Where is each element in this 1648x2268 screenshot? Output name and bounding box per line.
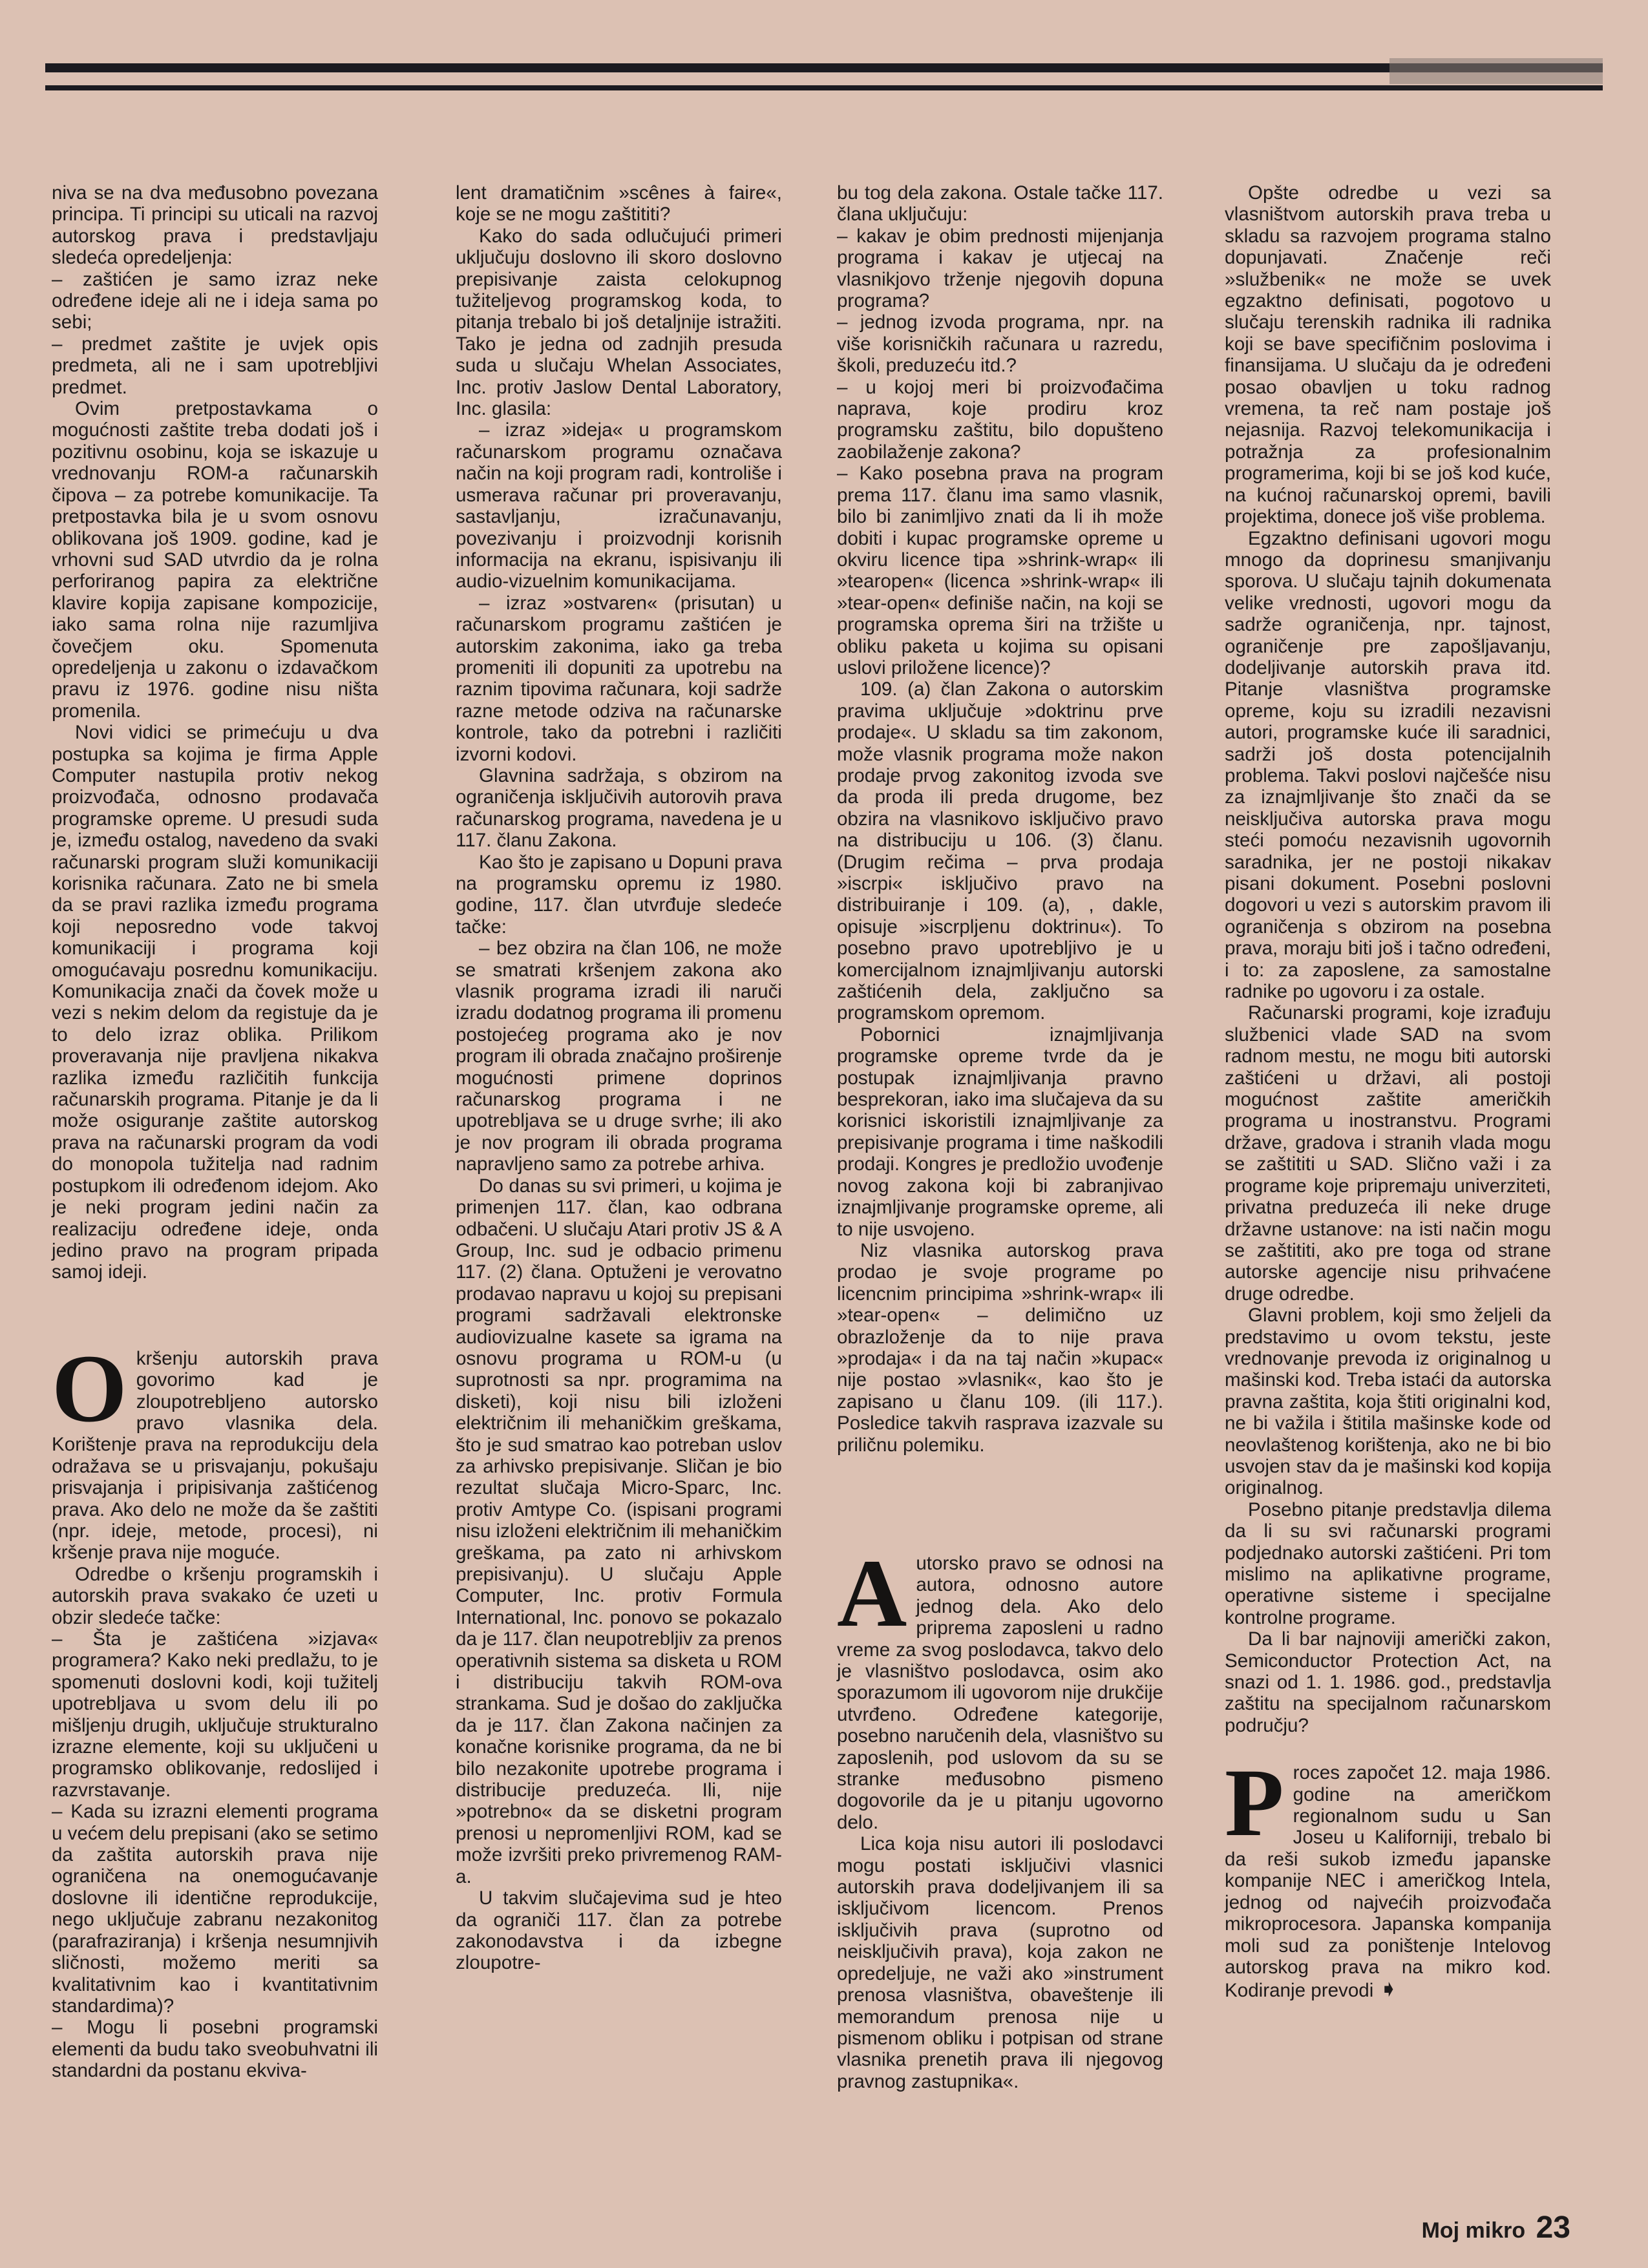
- paragraph: – Kako posebna prava na program prema 117. članu ima samo vlasnik, bilo bi zanimljivo znati da li ih može dobiti i kupac programske opreme u okviru licence tipa »shrink-wrap« ili »tearopen« (licenca »shrink-wrap« ili »tear-open« definiše način, na koji se programska oprema širi na tržište u obliku paketa u kojima su opisani uslovi priložene licence)?: [837, 463, 1163, 678]
- paragraph: – Kada su izrazni elementi programa u većem delu prepisani (ako se setimo da zaštita autorskih prava nije ograničena na onemogućavanje doslovne ili identične reprodukcije, nego uključuje zabranu nezakonitog (parafraziranja) i kršenja nesumnjivih sličnosti, možemo meriti sa kvalitativnim kao i kvantitativnim standardima)?: [52, 1801, 378, 2017]
- paragraph: Opšte odredbe u vezi sa vlasništvom autorskih prava treba u skladu sa razvojem programa stalno dopunjavati. Značenje reči »službenik« ne može se uvek egzaktno definisati, pogotovo u slučaju terenskih radnika ili radnika koji se bave specifičnim poslovima i finansijama. U slučaju da je određeni posao obavljen u toku radnog vremena, ta reč nam postaje još nejasnija. Razvoj telekomunikacija i potražnja za profesionalnim programerima, koji bi se još kod kuće, na kućnoj računarskoj opremi, bavili projektima, donece još više problema.: [1225, 182, 1551, 528]
- paragraph: Novi vidici se primećuju u dva postupka sa kojima je firma Apple Computer nastupila protiv nekog proizvođača, odnosno prodavača programske opreme. U presudi suda je, između ostalog, navedeno da svaki računarski program služi komunikaciji korisnika računara. Zato ne bi smela da se pravi razlika između programa koji neposredno vode takvoj komunikaciji i programa koji omogućavaju posrednu komunikaciju. Komunikacija znači da čovek može u vezi s nekim delom da registuje da je to delo izraz oblika. Prilikom proveravanja nije pravljena nikakva razlika između različitih funkcija računarskih programa. Pitanje je da li može osiguranje zaštite autorskog prava na računarski program da vodi do monopola tužitelja nad radnim postupkom ili određenom idejom. Ako je neki program jedini način za realizaciju određene ideje, onda jedino pravo na program pripada samoj ideji.: [52, 722, 378, 1283]
- section-opening: Proces započet 12. maja 1986. godine na američkom regionalnom sudu u San Joseu u Kaliforniji, trebalo bi da reši sukob između japanske kompanije NEC i američkog Intela, jednog od najvećih proizvođača mikroprocesora. Japanska kompanija moli sud za poništenje Intelovog autorskog prava na mikro kod. Kodiranje prevodi ➧: [1225, 1749, 1551, 2002]
- top-rule-thin: [45, 85, 1603, 90]
- column-3: [837, 182, 1163, 2092]
- paragraph: Lica koja nisu autori ili poslodavci mogu postati isključivi vlasnici autorskih prava dodeljivanjem ili sa isključivom licencom. Prenos isključivih prava (suprotno od neisključivih prava), koja zakon ne opredeljuje, ne važi ako »instrument prenosa vlasništva, obaveštenje ili memorandum prenosa nije u pismenom obliku i potpisan od strane vlasnika prenetih prava ili njegovog pravnog zastupnika«.: [837, 1833, 1163, 2092]
- column-4: [1225, 182, 1551, 2002]
- paragraph: – zaštićen je samo izraz neke određene ideje ali ne i ideja sama po sebi;: [52, 268, 378, 333]
- paragraph: Da li bar najnoviji američki zakon, Semiconductor Protection Act, na snazi od 1. 1. 1986. god., predstavlja zaštitu na specijalnom računarskom području?: [1225, 1628, 1551, 1736]
- paragraph: Egzaktno definisani ugovori mogu mnogo da doprinesu smanjivanju sporova. U slučaju tajnih dokumenata velike vrednosti, ugovori mogu da sadrže ograničenja, npr. tajnost, ograničenje pre zapošljavanju, dodeljivanje autorskih prava itd. Pitanje vlasništva programske opreme, koju su izradili nezavisni autori, programske kuće ili saradnici, sadrži još dosta potencijalnih problema. Takvi poslovi najčešće nisu za iznajmljivanje što znači da se neisključiva autorska prava mogu steći pomoću nezavisnih ugovornih saradnika, jer ne postoji nikakav pisani dokument. Posebni poslovni dogovori u vezi s autorskim pravom ili ograničenja s obzirom na posebna prava, moraju biti još i tačno određeni, i to: za zaposlene, za samostalne radnike po ugovoru i za ostale.: [1225, 527, 1551, 1003]
- paragraph: lent dramatičnim »scênes à faire«, koje se ne mogu zaštititi?: [456, 182, 782, 226]
- drop-cap: P: [1225, 1749, 1284, 1857]
- paragraph: – izraz »ideja« u programskom računarskom programu označava način na koji program radi, kontroliše i usmerava računar pri proveravanju, sastavljanju, izračunavanju, povezivanju i proizvodnji korisnih informacija na ekranu, ispisivanju ili audio-vizuelnim komunikacijama.: [456, 419, 782, 593]
- paragraph: Posebno pitanje predstavlja dilema da li su svi računarski programi podjednako autorski zaštićeni. Pri tom mislimo na aplikativne programe, operativne sisteme i specijalne kontrolne programe.: [1225, 1498, 1551, 1628]
- paragraph: Glavnina sadržaja, s obzirom na ograničenja isključivih autorovih prava računarskog programa, navedena je u 117. članu Zakona.: [456, 764, 782, 852]
- header-smudge: [1389, 58, 1603, 84]
- paragraph: U takvim slučajevima sud je hteo da ograniči 117. član za potrebe zakonodavstva i da izbegne zloupotre-: [456, 1887, 782, 1974]
- paragraph: bu tog dela zakona. Ostale tačke 117. člana uključuju:: [837, 182, 1163, 226]
- paragraph: Kako do sada odlučujući primeri uključuju doslovno ili skoro doslovno prepisivanje zaista celokupnog tužiteljevog programskog koda, to pitanja trebalo bi još detaljnije istražiti. Tako je jedna od zadnjih presuda suda u slučaju Whelan Associates, Inc. protiv Jaslow Dental Laboratory, Inc. glasila:: [456, 225, 782, 420]
- paragraph: 109. (a) član Zakona o autorskim pravima uključuje »doktrinu prve prodaje«. U skladu sa tim zakonom, može vlasnik programa može nakon prodaje prvog zakonitog izvoda sve da proda ili preda drugome, bez obzira na vlasnikovo isključivo pravo na distribuciju u 106. (3) članu. (Drugim rečima – prva prodaja »iscrpi« isključivo pravo na distribuiranje i 109. (a), , dakle, opisuje »iscrpljenu doktrinu«). To posebno pravo upotrebljivo je u komercijalnom iznajmljivanju autorski zaštićenih dela, zaključno sa programskom opremom.: [837, 678, 1163, 1024]
- section-opening: Autorsko pravo se odnosi na autora, odnosno autore jednog dela. Ako delo priprema zaposleni u radno vreme za svog poslodavca, takvo delo je vlasništvo poslodavca, osim ako sporazumom ili ugovorom nije drukčije utvrđeno. Određene kategorije, posebno naručenih dela, vlasništvo su zaposlenih, pod uslovom da su se stranke međusobno pismeno dogovorile da je u pitanju ugovorno delo.: [837, 1539, 1163, 1833]
- paragraph: Ovim pretpostavkama o mogućnosti zaštite treba dodati još i pozitivnu osobinu, koja se iskazuje u vrednovanju ROM-a računarskih čipova – za potrebe komunikacije. Ta pretpostavka bila je u svom osnovu oblikovana još 1909. godine, kad je vrhovni sud SAD utvrdio da je rolna perforiranog papira za električne klavire kopija zapisane kompozicije, iako sama rolna nije razumljiva čovečjem oku. Spomenuta opredeljenja u zakonu o izdavačkom pravu iz 1976. godine nisu ništa promenila.: [52, 398, 378, 722]
- column-2: [456, 182, 782, 1974]
- paragraph: Kao što je zapisano u Dopuni prava na programsku opremu iz 1980. godine, 117. član utvrđuje sledeće tačke:: [456, 851, 782, 938]
- paragraph: Niz vlasnika autorskog prava prodao je svoje programe po licencnim principima »shrink-wrap« ili »tear-open« – delimično uz obrazloženje da to nije prava »prodaja« i da na taj način »kupac« nije postao »vlasnik«, kao što je zapisano u članu 109. (ili 117.). Posledice takvih rasprava izazvale su priličnu polemiku.: [837, 1239, 1163, 1456]
- paragraph: – kakav je obim prednosti mijenjanja programa i kakav je utjecaj na vlasnikjovo trženje njegovih dopuna programa?: [837, 225, 1163, 312]
- paragraph: – u kojoj meri bi proizvođačima naprava, koje prodiru kroz programsku zaštitu, bilo dopušteno zaobilaženje zakona?: [837, 376, 1163, 463]
- section-opening: Okršenju autorskih prava govorimo kad je zloupotrebljeno autorsko pravo vlasnika dela. Korištenje prava na reprodukciju dela odražava se u prisvajanju, pokušaju prisvajanja i pripisivanja zaštićenog prava. Ako delo ne može da še zaštiti (npr. ideje, metode, procesi), ni kršenje prava nije moguće.: [52, 1334, 378, 1564]
- paragraph: Glavni problem, koji smo željeli da predstavimo u ovom tekstu, jeste vrednovanje prevoda iz originalnog u mašinski kod. Treba istaći da autorska pravna zaštita, koja štiti originalni kod, ne bi važila i štitila mašinske kode od neovlaštenog korištenja, ako ne bi bio usvojen stav da je mašinski kod kopija originalnog.: [1225, 1305, 1551, 1499]
- paragraph: – Šta je zaštićena »izjava« programera? Kako neki predlažu, to je spomenuti doslovni kodi, koji tužitelj upotrebljava u svom delu ili po mišljenju drugih, uključuje strukturalno izrazne elemente, koji su uključeni u programsko oblikovanje, redoslijed i razvrstavanje.: [52, 1628, 378, 1801]
- paragraph: niva se na dva međusobno povezana principa. Ti principi su uticali na razvoj autorskog prava i predstavljaju sledeća opredeljenja:: [52, 182, 378, 269]
- column-1: [52, 182, 378, 2082]
- paragraph: Pobornici iznajmljivanja programske opreme tvrde da je postupak iznajmljivanja pravno besprekoran, iako ima slučajeva da su korisnici iskoristili iznajmljivanje za prepisivanje programa i time naškodili prodaji. Kongres je predložio uvođenje novog zakona koji bi zabranjivao iznajmljivanje programske opreme, ali to nije usvojeno.: [837, 1024, 1163, 1240]
- page-footer: [1422, 2210, 1570, 2245]
- magazine-name: Moj mikro: [1421, 2218, 1526, 2243]
- paragraph: Odredbe o kršenju programskih i autorskih prava svakako će uzeti u obzir sledeće tačke:: [52, 1563, 378, 1628]
- drop-cap: O: [52, 1334, 127, 1442]
- page-number: 23: [1536, 2210, 1570, 2245]
- paragraph: – jednog izvoda programa, npr. na više korisničkih računara u razredu, školi, preduzeću itd.?: [837, 311, 1163, 377]
- paragraph: Računarski programi, koje izrađuju službenici vlade SAD na svom radnom mestu, ne mogu biti autorski zaštićeni u državi, ali postoji mogućnost zaštite američkih programa u inostranstvu. Programi države, gradova i stranih vlada mogu se zaštititi u SAD. Slično važi i za programe koje pripremaju univerziteti, privatna preduzeća ili neke druge državne ustanove: na isti način mogu se zaštititi, ako pre toga od strane autorske agencije nisu prihvaćene druge odredbe.: [1225, 1002, 1551, 1305]
- paragraph: Do danas su svi primeri, u kojima je primenjen 117. član, kao odbrana odbačeni. U slučaju Atari protiv JS & A Group, Inc. sud je odbacio primenu 117. (2) člana. Optuženi je verovatno prodavao napravu u kojoj su prepisani programi sadržavali elektronske audiovizualne kasete sa igrama na osnovu programa u ROM-u (u suprotnosti sa npr. programima na disketi), koji nisu bili izloženi električnim ili mehaničkim greškama, što je sud smatrao kao potreban uslov za arhivsko prepisivanje. Sličan je bio rezultat slučaja Micro-Sparc, Inc. protiv Amtype Co. (ispisani programi nisu izloženi električnim ili mehaničkim greškama, pa zato ni arhivskom prepisivanju). U slučaju Apple Computer, Inc. protiv Formula International, Inc. ponovo se pokazalo da je 117. član neupotrebljiv za prenos operativnih sistema sa disketa u ROM i distribuciju takvih ROM-ova strankama. Sud je došao do zaključka da je 117. član Zakona načinjen za konačne korisnike programa, da ne bi bilo nezakonite upotrebe programa i distribucije preduzeća. Ili, nije »potrebno« da se disketni program prenosi u nepromenljivi ROM, kad se može izvršiti preko privremenog RAM-a.: [456, 1175, 782, 1887]
- paragraph: – Mogu li posebni programski elementi da budu tako sveobuhvatni ili standardni da postanu ekviva-: [52, 2017, 378, 2082]
- top-rule: [45, 63, 1603, 72]
- paragraph: – izraz »ostvaren« (prisutan) u računarskom programu zaštićen je autorskim zakonima, iako ga treba promeniti ili dopuniti za upotrebu na raznim tipovima računara, koji sadrže razne metode odziva na računarske kontrole, tako da potrebni i različiti izvorni kodovi.: [456, 592, 782, 765]
- paragraph: – predmet zaštite je uvjek opis predmeta, ali ne i sam upotrebljivi predmet.: [52, 333, 378, 398]
- continue-arrow-icon: ➧: [1379, 1975, 1399, 2002]
- drop-cap: A: [837, 1539, 907, 1647]
- paragraph: – bez obzira na član 106, ne može se smatrati kršenjem zakona ako vlasnik programa izradi ili naruči izradu dodatnog programa ili promenu postojećeg programa ako je nov program ili obrada značajno proširenje mogućnosti primene doprinos računarskog programa i ne upotrebljava se u druge svrhe; ili ako je nov program ili obrada programa napravljeno samo za potrebe arhiva.: [456, 938, 782, 1175]
